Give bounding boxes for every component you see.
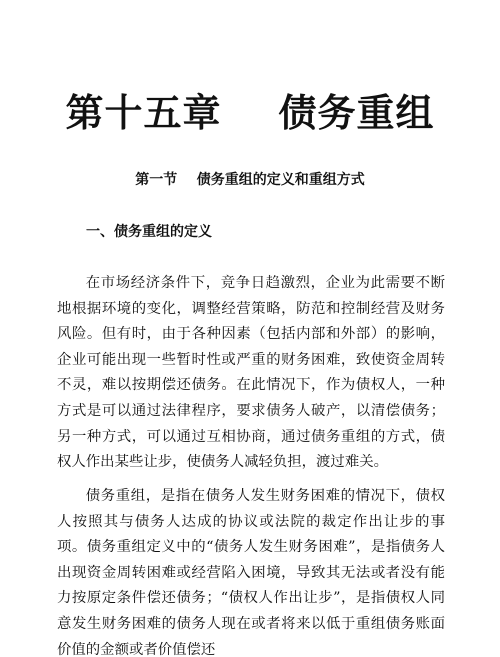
body-paragraph: 在市场经济条件下，竞争日趋激烈，企业为此需要不断地根据环境的变化，调整经营策略，防范和控制经营及财务风险。但有时，由于各种因素（包括内部和外部）的影响，企业可能出现一些暂时性或严重的财务困难，致使资金周转不灵，难以按期偿还债务。在此情况下，作为债权人，一种方式是可以通过法律程序，要求债务人破产，以清偿债务；另一种方式，可以通过互相协商，通过债务重组的方式，债权人作出某些让步，使债务人减轻负担，渡过难关。 xyxy=(57,275,445,471)
chapter-title: 第十五章 债务重组 xyxy=(65,91,435,135)
section-title: 第一节 债务重组的定义和重组方式 xyxy=(135,172,365,188)
body-paragraph: 债务重组，是指在债务人发生财务困难的情况下，债权人按照其与债务人达成的协议或法院的裁定作出让步的事项。债务重组定义中的“债务人发生财务困难”，是指债务人出现资金周转困难或经营陷入困境，导致其无法或者没有能力按原定条件偿还债务；“债权人作出让步”，是指债权人同意发生财务困难的债务人现在或者将来以低于重组债务账面价值的金额或者价值偿还 xyxy=(57,488,445,657)
subsection-title: 一、债务重组的定义 xyxy=(86,224,212,240)
